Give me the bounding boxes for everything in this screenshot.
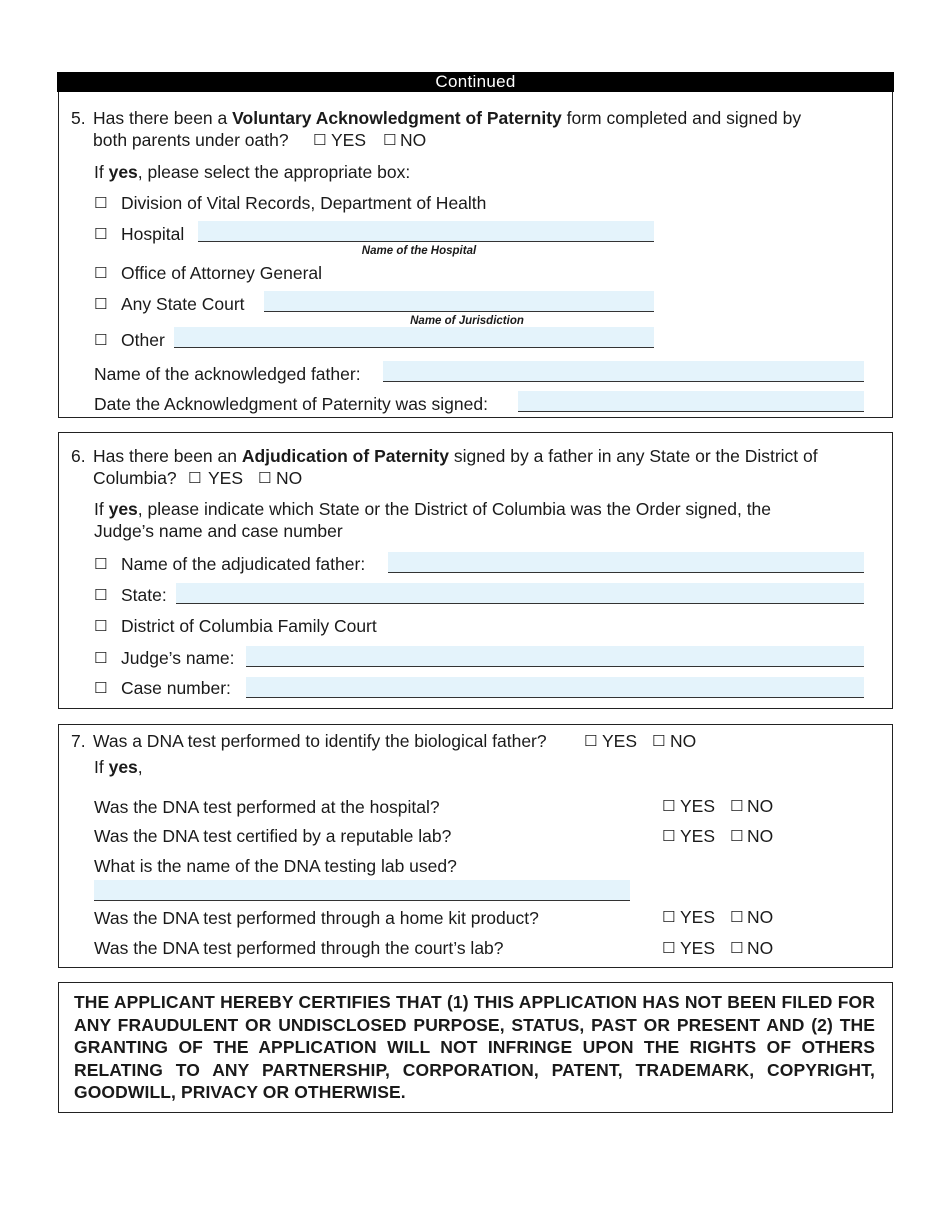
acknowledged-father-label: Name of the acknowledged father:: [94, 364, 361, 384]
dna-hospital-no-checkbox[interactable]: ☐: [730, 797, 744, 815]
dna-lab-name-question: What is the name of the DNA testing lab used?: [94, 856, 457, 876]
q6-state-checkbox[interactable]: ☐: [94, 586, 108, 604]
q5-yes-label: YES: [331, 130, 367, 150]
q5-question-line1: Has there been a Voluntary Acknowledgment of Paternity form completed and signed by: [93, 108, 802, 128]
q5-division-label: Division of Vital Records, Department of Health: [121, 193, 487, 213]
q5-number: 5.: [71, 108, 86, 128]
dna-court-lab-no-checkbox[interactable]: ☐: [730, 939, 744, 957]
q6-no-checkbox[interactable]: ☐: [258, 469, 272, 487]
dna-certified-no-label: NO: [747, 826, 774, 846]
dna-home-kit-yes-label: YES: [680, 907, 716, 927]
q7-if-yes: If yes,: [94, 757, 143, 777]
q6-yes-checkbox[interactable]: ☐: [188, 469, 202, 487]
case-number-input[interactable]: [246, 677, 864, 698]
acknowledged-father-input[interactable]: [383, 361, 864, 382]
q6-dc-court-checkbox[interactable]: ☐: [94, 617, 108, 635]
jurisdiction-name-input[interactable]: [264, 291, 654, 312]
jurisdiction-caption: Name of Jurisdiction: [410, 315, 524, 327]
dna-court-lab-yes-label: YES: [680, 938, 716, 958]
judge-name-label: Judge’s name:: [121, 648, 235, 668]
q7-yes-label: YES: [602, 731, 638, 751]
dna-court-lab-no-label: NO: [747, 938, 774, 958]
q5-state-court-checkbox[interactable]: ☐: [94, 295, 108, 313]
q5-hospital-checkbox[interactable]: ☐: [94, 225, 108, 243]
q6-case-checkbox[interactable]: ☐: [94, 679, 108, 697]
dna-hospital-no-label: NO: [747, 796, 774, 816]
dna-court-lab-question: Was the DNA test performed through the court’s lab?: [94, 938, 504, 958]
dna-home-kit-no-checkbox[interactable]: ☐: [730, 908, 744, 926]
q5-division-checkbox[interactable]: ☐: [94, 194, 108, 212]
state-label: State:: [121, 585, 167, 605]
q5-if-yes: If yes, please select the appropriate box:: [94, 162, 411, 182]
dna-home-kit-question: Was the DNA test performed through a home kit product?: [94, 908, 539, 928]
hospital-caption: Name of the Hospital: [361, 245, 477, 257]
q5-yes-checkbox[interactable]: ☐: [313, 131, 327, 149]
q7-yes-checkbox[interactable]: ☐: [584, 732, 598, 750]
q6-number: 6.: [71, 446, 86, 466]
q6-if-yes-line2: Judge’s name and case number: [94, 521, 343, 541]
q5-attorney-checkbox[interactable]: ☐: [94, 264, 108, 282]
acknowledgment-date-input[interactable]: [518, 391, 864, 412]
dna-hospital-question: Was the DNA test performed at the hospital?: [94, 797, 440, 817]
acknowledgment-date-label: Date the Acknowledgment of Paternity was signed:: [94, 394, 488, 414]
q6-if-yes-line1: If yes, please indicate which State or the District of Columbia was the Order signed, the: [94, 499, 772, 519]
q5-other-checkbox[interactable]: ☐: [94, 331, 108, 349]
q5-state-court-label: Any State Court: [121, 294, 245, 314]
q5-other-label: Other: [121, 330, 165, 350]
dna-hospital-yes-label: YES: [680, 796, 716, 816]
state-input[interactable]: [176, 583, 864, 604]
other-input[interactable]: [174, 327, 654, 348]
dna-certified-no-checkbox[interactable]: ☐: [730, 827, 744, 845]
case-number-label: Case number:: [121, 678, 231, 698]
hospital-name-input[interactable]: [198, 221, 654, 242]
q7-question: Was a DNA test performed to identify the biological father?: [93, 731, 547, 751]
q6-question-line2: Columbia?: [93, 468, 177, 488]
dna-lab-name-input[interactable]: [94, 880, 630, 901]
adjudicated-father-label: Name of the adjudicated father:: [121, 554, 366, 574]
dna-certified-yes-checkbox[interactable]: ☐: [662, 827, 676, 845]
dc-family-court-label: District of Columbia Family Court: [121, 616, 377, 636]
q5-attorney-label: Office of Attorney General: [121, 263, 323, 283]
q6-yes-label: YES: [208, 468, 244, 488]
dna-court-lab-yes-checkbox[interactable]: ☐: [662, 939, 676, 957]
dna-certified-question: Was the DNA test certified by a reputable lab?: [94, 826, 452, 846]
q5-no-checkbox[interactable]: ☐: [383, 131, 397, 149]
q6-father-checkbox[interactable]: ☐: [94, 555, 108, 573]
q6-judge-checkbox[interactable]: ☐: [94, 649, 108, 667]
q5-hospital-label: Hospital: [121, 224, 185, 244]
continued-header: Continued: [57, 72, 894, 92]
dna-certified-yes-label: YES: [680, 826, 716, 846]
q7-no-checkbox[interactable]: ☐: [652, 732, 666, 750]
q6-question-line1: Has there been an Adjudication of Paternity signed by a father in any State or the District of: [93, 446, 818, 466]
dna-home-kit-yes-checkbox[interactable]: ☐: [662, 908, 676, 926]
q6-no-label: NO: [276, 468, 303, 488]
q7-no-label: NO: [670, 731, 697, 751]
dna-home-kit-no-label: NO: [747, 907, 774, 927]
q5-no-label: NO: [400, 130, 427, 150]
q5-question-line2: both parents under oath?: [93, 130, 289, 150]
adjudicated-father-input[interactable]: [388, 552, 864, 573]
judge-name-input[interactable]: [246, 646, 864, 667]
dna-hospital-yes-checkbox[interactable]: ☐: [662, 797, 676, 815]
q7-number: 7.: [71, 731, 86, 751]
certification-text: THE APPLICANT HEREBY CERTIFIES THAT (1) THIS APPLICATION HAS NOT BEEN FILED FOR ANY FRAUDULENT OR UNDISCLOSED PURPOSE, STATUS, PAST OR PRESENT AND (2) THE GRANTING OF THE APPLICATION WILL NOT INFRINGE UPON THE RIGHTS OF OTHERS RELATING TO ANY PARTNERSHIP, CORPORATION, PATENT, TRADEMARK, COPYRIGHT, GOODWILL, PRIVACY OR OTHERWISE.: [74, 992, 875, 1103]
